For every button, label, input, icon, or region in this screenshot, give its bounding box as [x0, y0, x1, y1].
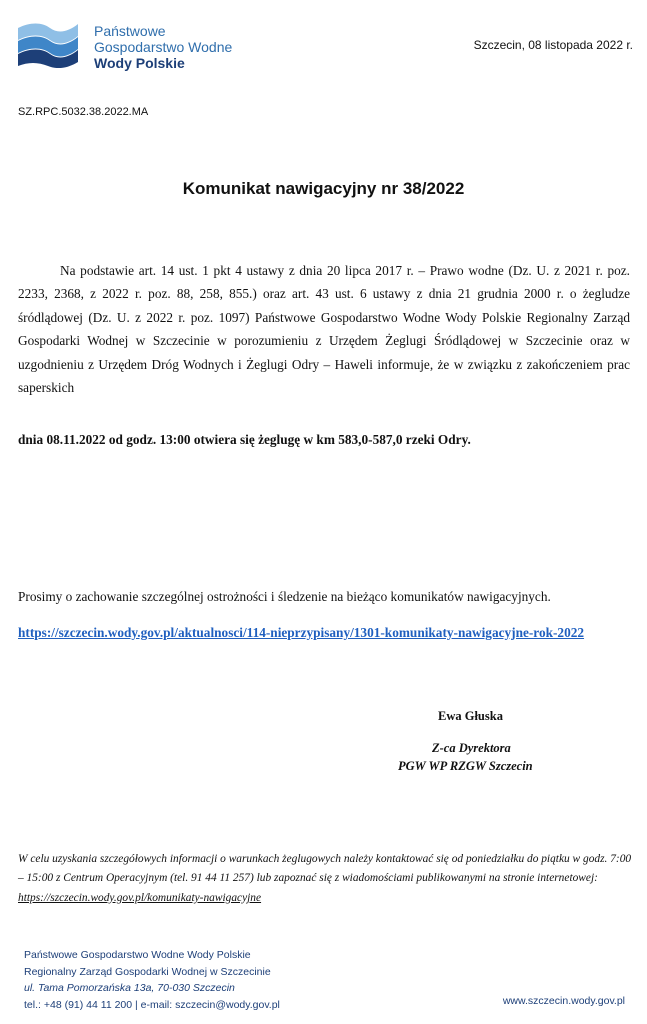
organization-name: [94, 23, 232, 71]
wody-polskie-logo: [18, 22, 78, 68]
document-title: Komunikat nawigacyjny nr 38/2022: [182, 179, 465, 198]
signer-office: PGW WP RZGW Szczecin: [398, 759, 533, 773]
announcement: dnia 08.11.2022 od godz. 13:00 otwiera się żeglugę w km 583,0-587,0 rzeki Odry.: [18, 432, 471, 447]
footer: [24, 947, 280, 1013]
footer-website[interactable]: www.szczecin.wody.gov.pl: [502, 995, 625, 1007]
footer-contact: tel.: +48 (91) 44 11 200 | e-mail: szczecin@wody.gov.pl: [24, 998, 280, 1011]
reference-number: SZ.RPC.5032.38.2022.MA: [18, 106, 149, 118]
signer-name: Ewa Głuska: [438, 709, 503, 723]
org-line-2: Gospodarstwo Wodne: [94, 39, 233, 55]
body-paragraph: Na podstawie art. 14 ust. 1 pkt 4 ustawy z dnia 20 lipca 2017 r. – Prawo wodne (Dz. U. z 2021 r. poz. 2233, 2368, z 2022 r. poz. 88, 258, 855.) oraz art. 43 ust. 6 ustawy z dnia 21 grudnia 2000 r. o żegludze śródlądowej (Dz. U. z 2022 r. poz. 1097) Państwowe Gospodarstwo Wodne Wody Polskie Regionalny Zarząd Gospodarki Wodnej w Szczecinie w porozumieniu z Urzędem Żeglugi Śródlądowej w Szczecinie oraz w uzgodnieniu z Urzędem Dróg Wodnych i Żeglugi Odry – Haweli informuje, że w związku z zakończeniem prac saperskich: [18, 263, 630, 396]
signer-role: Z-ca Dyrektora: [432, 741, 511, 755]
request-text: Prosimy o zachowanie szczególnej ostrożności i śledzenie na bieżąco komunikatów nawigacyjnych.: [18, 589, 551, 604]
notices-link[interactable]: https://szczecin.wody.gov.pl/komunikaty-nawigacyjne: [18, 891, 262, 904]
footer-office: Regionalny Zarząd Gospodarki Wodnej w Szczecinie: [24, 965, 271, 978]
document-date: Szczecin, 08 listopada 2022 r.: [473, 38, 633, 52]
org-line-3: Wody Polskie: [94, 55, 185, 71]
announcements-link[interactable]: https://szczecin.wody.gov.pl/aktualnosci/114-nieprzypisany/1301-komunikaty-nawigacyjne-rok-2022: [18, 625, 585, 640]
footer-address: ul. Tama Pomorzańska 13a, 70-030 Szczecin: [24, 982, 235, 994]
contact-note-text: W celu uzyskania szczegółowych informacji o warunkach żeglugowych należy kontaktować się od poniedziałku do piątku w godz. 7:00 – 15:00 z Centrum Operacyjnym (tel. 91 44 11 257) lub zapoznać się z wiadomościami publikowanymi na stronie internetowej:: [18, 853, 632, 885]
org-line-1: Państwowe: [94, 23, 166, 39]
footer-org: Państwowe Gospodarstwo Wodne Wody Polskie: [24, 949, 251, 961]
contact-note: [18, 850, 638, 908]
